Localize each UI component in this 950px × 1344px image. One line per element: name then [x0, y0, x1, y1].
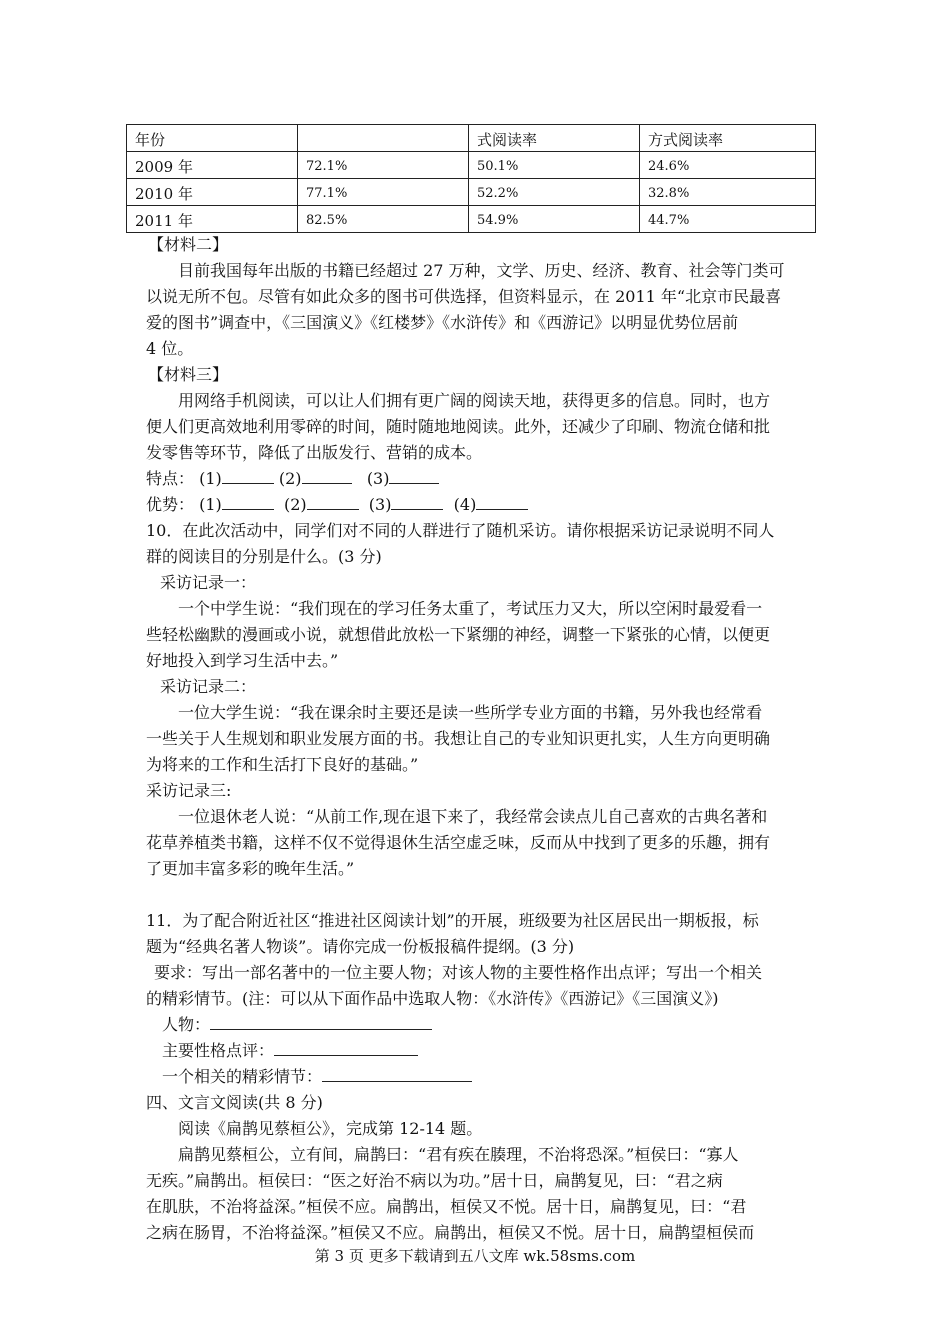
- table-row: [127, 152, 816, 179]
- table-cell-year: 2011 年: [127, 206, 298, 233]
- question-11-line: 题为“经典名著人物谈”。请你完成一份板报稿件提纲。(3 分): [146, 937, 575, 956]
- blank-index: (4): [453, 495, 477, 514]
- paragraph-line: 爱的图书”调查中，《三国演义》《红楼梦》《水浒传》和《西游记》以明显优势位居前: [146, 313, 739, 332]
- paragraph-line: 之病在肠胃，不治将益深。”桓侯又不应。扁鹊出，桓侯又不悦。居十日，扁鹊望桓侯而: [146, 1223, 755, 1242]
- table-header-cell: [298, 125, 469, 152]
- table-cell-year: 2010 年: [127, 179, 298, 206]
- paragraph-line: 目前我国每年出版的书籍已经超过 27 万种，文学、历史、经济、教育、社会等门类可: [178, 261, 785, 280]
- paragraph-line: 以说无所不包。尽管有如此众多的图书可供选择，但资料显示，在 2011 年“北京市民最喜: [146, 287, 782, 306]
- question-11-line: 的精彩情节。(注：可以从下面作品中选取人物：《水浒传》《西游记》《三国演义》): [146, 989, 719, 1008]
- table-cell-year: 2009 年: [127, 152, 298, 179]
- answer-blank[interactable]: [389, 467, 439, 484]
- paragraph-line: 花草养植类书籍，这样不仅不觉得退休生活空虚乏味，反而从中找到了更多的乐趣，拥有: [146, 833, 771, 852]
- interview-record-title: 采访记录三:: [146, 781, 232, 800]
- features-label: 特点：: [146, 469, 195, 488]
- paragraph-line: 一位退休老人说：“从前工作,现在退下来了，我经常会读点儿自己喜欢的古典名著和: [178, 807, 768, 826]
- paragraph-line: 些轻松幽默的漫画或小说，就想借此放松一下紧绷的神经，调整一下紧张的心情，以便更: [146, 625, 771, 644]
- table-header-cell: 年份: [127, 125, 298, 152]
- table-row: [127, 179, 816, 206]
- table-cell: 44.7%: [640, 206, 816, 233]
- paragraph-line: 一个中学生说：“我们现在的学习任务太重了，考试压力又大，所以空闲时最爱看一: [178, 599, 763, 618]
- answer-blank[interactable]: [476, 493, 528, 510]
- table-cell: 32.8%: [640, 179, 816, 206]
- blank-index: (2): [278, 469, 302, 488]
- material-two-title: 【材料二】: [148, 235, 229, 254]
- table-header-cell: 式阅读率: [469, 125, 640, 152]
- question-11-line: 要求：写出一部名著中的一位主要人物；对该人物的主要性格作出点评；写出一个相关: [154, 963, 763, 982]
- blank-index: (3): [368, 495, 392, 514]
- features-line: [146, 467, 439, 491]
- blank-index: (2): [283, 495, 307, 514]
- character-field-line: [162, 1013, 432, 1037]
- character-label: 人物：: [162, 1015, 211, 1034]
- paragraph-line: 扁鹊见蔡桓公，立有间，扁鹊曰：“君有疾在腠理，不治将恐深。”桓侯曰：“寡人: [178, 1145, 739, 1164]
- advantages-line: [146, 493, 528, 517]
- personality-blank[interactable]: [274, 1039, 418, 1056]
- section-four-intro: 阅读《扁鹊见蔡桓公》，完成第 12-14 题。: [178, 1119, 483, 1138]
- paragraph-line: 4 位。: [146, 339, 194, 358]
- blank-index: (1): [199, 495, 222, 514]
- paragraph-line: 了更加丰富多彩的晚年生活。”: [146, 859, 355, 878]
- plot-label: 一个相关的精彩情节：: [162, 1067, 323, 1086]
- paragraph-line: 发零售等环节，降低了出版发行、营销的成本。: [146, 443, 483, 462]
- paragraph-line: 在肌肤，不治将益深。”桓侯不应。扁鹊出，桓侯又不悦。居十日，扁鹊复见，曰：“君: [146, 1197, 747, 1216]
- paragraph-line: 一位大学生说：“我在课余时主要还是读一些所学专业方面的书籍，另外我也经常看: [178, 703, 763, 722]
- question-10-line: 群的阅读目的分别是什么。(3 分): [146, 547, 382, 566]
- paragraph-line: 便人们更高效地利用零碎的时间，随时随地地阅读。此外，还减少了印刷、物流仓储和批: [146, 417, 771, 436]
- answer-blank[interactable]: [391, 493, 443, 510]
- blank-index: (1): [199, 469, 222, 488]
- interview-record-title: 采访记录一：: [160, 573, 257, 592]
- question-11-line: 11．为了配合附近社区“推进社区阅读计划”的开展，班级要为社区居民出一期板报，标: [146, 911, 759, 930]
- paragraph-line: 为将来的工作和生活打下良好的基础。”: [146, 755, 419, 774]
- table-cell: 54.9%: [469, 206, 640, 233]
- interview-record-title: 采访记录二：: [160, 677, 257, 696]
- paragraph-line: 无疾。”扁鹊出。桓侯曰：“医之好治不病以为功。”居十日，扁鹊复见，曰：“君之病: [146, 1171, 723, 1190]
- question-10-line: 10．在此次活动中，同学们对不同的人群进行了随机采访。请你根据采访记录说明不同人: [146, 521, 775, 540]
- paragraph-line: 用网络手机阅读，可以让人们拥有更广阔的阅读天地，获得更多的信息。同时，也方: [178, 391, 771, 410]
- paragraph-line: 一些关于人生规划和职业发展方面的书。我想让自己的专业知识更扎实，人生方向更明确: [146, 729, 771, 748]
- table-cell: 50.1%: [469, 152, 640, 179]
- table-cell: 52.2%: [469, 179, 640, 206]
- plot-field-line: [162, 1065, 472, 1089]
- paragraph-line: 好地投入到学习生活中去。”: [146, 651, 339, 670]
- table-header-row: [127, 125, 816, 152]
- answer-blank[interactable]: [222, 467, 274, 484]
- plot-blank[interactable]: [322, 1065, 472, 1082]
- personality-label: 主要性格点评：: [162, 1041, 275, 1060]
- table-row: [127, 206, 816, 233]
- blank-index: (3): [366, 469, 390, 488]
- section-four-title: 四、文言文阅读(共 8 分): [146, 1093, 323, 1112]
- advantages-label: 优势：: [146, 495, 195, 514]
- table-cell: 72.1%: [298, 152, 469, 179]
- character-blank[interactable]: [210, 1013, 432, 1030]
- material-three-title: 【材料三】: [148, 365, 229, 384]
- table-cell: 77.1%: [298, 179, 469, 206]
- page-footer: 第 3 页 更多下载请到五八文库 wk.58sms.com: [314, 1247, 636, 1265]
- table-header-cell: 方式阅读率: [640, 125, 816, 152]
- answer-blank[interactable]: [302, 467, 352, 484]
- table-cell: 82.5%: [298, 206, 469, 233]
- answer-blank[interactable]: [222, 493, 274, 510]
- personality-field-line: [162, 1039, 418, 1063]
- table-cell: 24.6%: [640, 152, 816, 179]
- answer-blank[interactable]: [307, 493, 359, 510]
- reading-rate-table: [126, 124, 816, 233]
